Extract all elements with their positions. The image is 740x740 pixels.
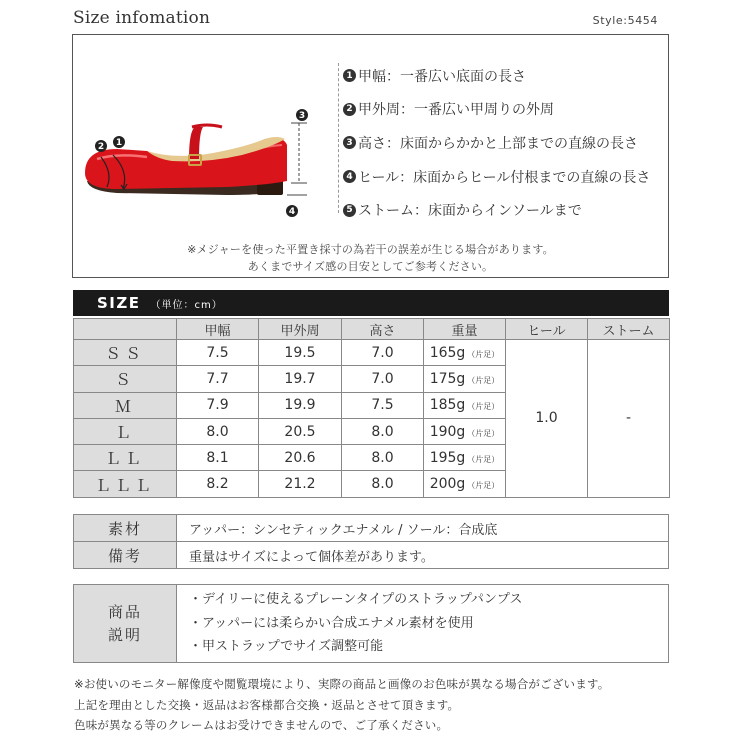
girth-cell: 21.2: [259, 471, 342, 497]
weight-value: 200g: [429, 476, 466, 493]
remarks-label: 備考: [74, 542, 177, 569]
definition-text: 甲幅：一番広い底面の長さ: [358, 68, 526, 85]
definition-item: [343, 59, 650, 93]
width-cell: 7.5: [177, 340, 259, 366]
size-section-title: SIZE: [97, 294, 141, 312]
definition-text: ストーム：床面からインソールまで: [358, 203, 582, 220]
girth-cell: 20.5: [259, 418, 342, 444]
definition-item: [343, 193, 650, 227]
weight-unit: （片足）: [467, 375, 500, 385]
weight-value: 195g: [429, 449, 466, 466]
number-5-icon: 5: [343, 204, 356, 217]
size-section-header: [73, 290, 669, 316]
remarks-value: 重量はサイズによって個体差があります。: [177, 542, 669, 569]
material-label: 素材: [74, 515, 177, 542]
weight-unit: （片足）: [467, 454, 500, 464]
weight-unit: （片足）: [467, 402, 500, 412]
weight-cell: [424, 418, 506, 444]
size-label: Ｍ: [74, 392, 177, 418]
size-table: [73, 318, 670, 498]
height-cell: 7.0: [342, 366, 424, 392]
definition-text: ヒール：床面からヒール付根までの直線の長さ: [358, 169, 651, 186]
weight-value: 165g: [429, 344, 466, 361]
marker-3-label: 3: [298, 111, 306, 121]
width-cell: 7.9: [177, 392, 259, 418]
measurement-note: [73, 241, 668, 275]
shoe-diagram: [77, 109, 317, 219]
height-cell: 8.0: [342, 445, 424, 471]
height-cell: 8.0: [342, 418, 424, 444]
weight-cell: [424, 445, 506, 471]
heel-cell: 1.0: [506, 340, 588, 498]
marker-2-label: 2: [97, 142, 105, 152]
footer-line: ※お使いのモニター解像度や閲覧環境により、実際の商品と画像のお色味が異なる場合がございます。: [74, 677, 610, 691]
height-cell: 7.0: [342, 340, 424, 366]
footer-line: 上記を理由とした交換・返品はお客様都合交換・返品とさせて頂きます。: [74, 697, 460, 712]
definition-text: 高さ：床面からかかと上部までの直線の長さ: [358, 135, 638, 152]
number-3-icon: 3: [343, 136, 356, 149]
remarks-row: [74, 542, 669, 569]
size-label: Ｌ: [74, 418, 177, 444]
table-header-row: [74, 319, 670, 340]
girth-cell: 19.9: [259, 392, 342, 418]
number-4-icon: 4: [343, 170, 356, 183]
product-label-line: 商品: [107, 602, 142, 621]
style-code: Style:5454: [592, 14, 658, 27]
storm-cell: -: [588, 340, 670, 498]
measurement-info-box: [72, 34, 669, 278]
shoe-illustration-icon: [77, 109, 317, 219]
size-label: ＬＬ: [74, 445, 177, 471]
number-1-icon: 1: [343, 69, 356, 82]
weight-cell: [424, 471, 506, 497]
measurement-definitions: [343, 59, 650, 227]
weight-value: 175g: [429, 370, 466, 387]
note-line: ※メジャーを使った平置き採寸の為若干の誤差が生じる場合があります。: [187, 243, 554, 256]
page-title: Size infomation: [73, 8, 211, 28]
size-label: Ｓ: [74, 366, 177, 392]
product-points: [177, 585, 669, 663]
column-header: [74, 319, 177, 340]
definition-item: [343, 126, 650, 160]
weight-unit: （片足）: [467, 481, 500, 491]
column-header: ストーム: [588, 319, 670, 340]
material-table: [73, 514, 669, 569]
column-header: 重量: [424, 319, 506, 340]
divider: [338, 63, 339, 213]
width-cell: 8.2: [177, 471, 259, 497]
girth-cell: 19.7: [259, 366, 342, 392]
marker-4-label: 4: [288, 207, 296, 217]
width-cell: 8.1: [177, 445, 259, 471]
product-description-table: [73, 584, 669, 663]
product-point: ・アッパーには柔らかい合成エナメル素材を使用: [189, 615, 474, 631]
unit-label: （単位：cm）: [150, 299, 223, 311]
column-header: ヒール: [506, 319, 588, 340]
girth-cell: 19.5: [259, 340, 342, 366]
weight-unit: （片足）: [467, 349, 500, 359]
girth-cell: 20.6: [259, 445, 342, 471]
weight-value: 185g: [429, 397, 466, 414]
note-line: あくまでサイズ感の目安としてご参考ください。: [247, 260, 494, 273]
weight-unit: （片足）: [467, 428, 500, 438]
weight-cell: [424, 340, 506, 366]
size-label: ＬＬＬ: [74, 471, 177, 497]
weight-cell: [424, 392, 506, 418]
product-row: [74, 585, 669, 663]
size-label: ＳＳ: [74, 340, 177, 366]
marker-1-label: 1: [115, 138, 123, 148]
material-row: [74, 515, 669, 542]
weight-cell: [424, 366, 506, 392]
product-label-line: 説明: [107, 625, 142, 644]
product-point: ・甲ストラップでサイズ調整可能: [189, 639, 384, 655]
table-row: [74, 340, 670, 366]
footer-notes: [74, 674, 609, 736]
width-cell: 7.7: [177, 366, 259, 392]
definition-item: [343, 160, 650, 194]
product-label: [74, 585, 177, 663]
column-header: 高さ: [342, 319, 424, 340]
column-header: 甲外周: [259, 319, 342, 340]
weight-value: 190g: [429, 423, 466, 440]
definition-text: 甲外周：一番広い甲周りの外周: [358, 102, 554, 119]
footer-line: 色味が異なる等のクレームはお受けできませんので、ご了承ください。: [74, 718, 449, 732]
number-2-icon: 2: [343, 103, 356, 116]
product-point: ・デイリーに使えるプレーンタイプのストラップパンプス: [189, 592, 523, 608]
height-cell: 7.5: [342, 392, 424, 418]
material-value: アッパー：シンセティックエナメル / ソール：合成底: [177, 515, 669, 542]
width-cell: 8.0: [177, 418, 259, 444]
column-header: 甲幅: [177, 319, 259, 340]
definition-item: [343, 93, 650, 127]
height-cell: 8.0: [342, 471, 424, 497]
